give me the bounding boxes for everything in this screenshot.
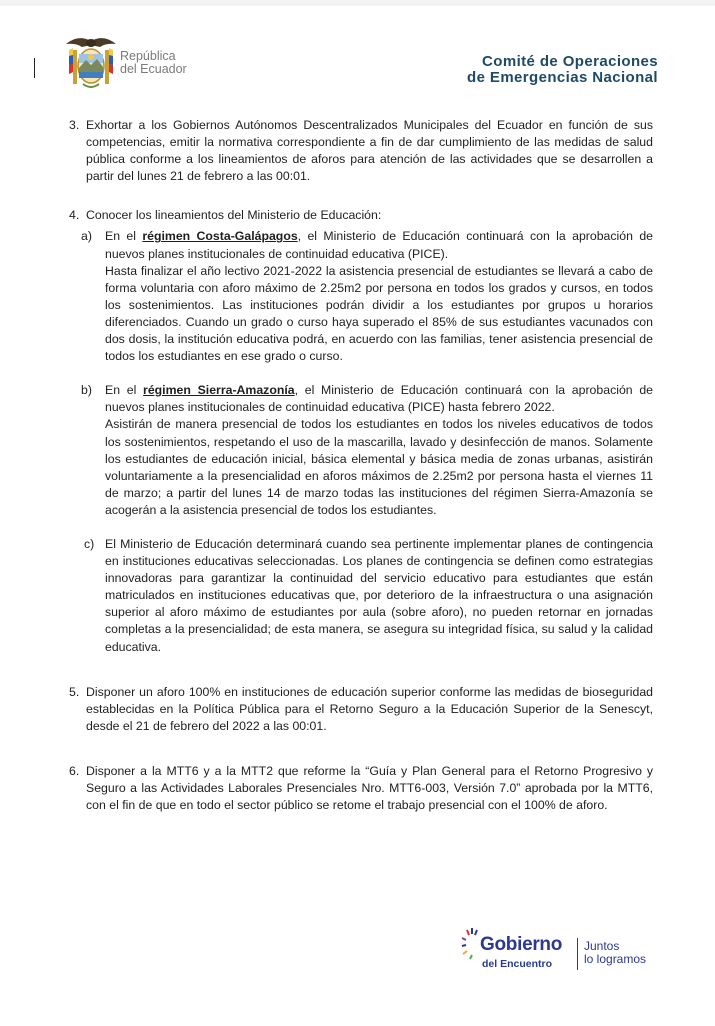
republic-label bbox=[120, 50, 187, 76]
republic-line2: del Ecuador bbox=[120, 62, 187, 76]
government-logo bbox=[460, 924, 670, 984]
item-number: 4. bbox=[69, 208, 80, 223]
item-text: Disponer un aforo 100% en instituciones de educación superior conforme las medidas de bioseguridad establecidas en la Política Pública para el Retorno Seguro a la Educación Superior de la Senescyt, desde el 21 de febrero del 2022 a las 00:01. bbox=[86, 684, 653, 733]
item-text: Disponer a la MTT6 y a la MTT2 que reforme la “Guía y Plan General para el Retorno Progresivo y Seguro a las Actividades Laborales Presenciales Nro. MTT6-003, Versión 7.0” aprobada por la MTT6, con el fin de que en todo el sector público se retome el trabajo presencial con el 100% de aforo. bbox=[86, 763, 653, 813]
sub-item-para1 bbox=[105, 228, 653, 262]
government-subtitle: del Encuentro bbox=[482, 958, 553, 970]
text-span: , el Ministerio de Educación continuará con la aprobación de nuevos planes institucionales de continuidad educativa (PICE) hasta febrero 2022. bbox=[105, 383, 654, 415]
committee-line2: de Emergencias Nacional bbox=[467, 69, 658, 86]
committee-line1: Comité de Operaciones bbox=[482, 53, 658, 70]
item-number: 5. bbox=[69, 684, 80, 699]
committee-title bbox=[467, 54, 658, 86]
slogan-line2: lo logramos bbox=[584, 952, 647, 966]
ecuador-coat-of-arms-icon bbox=[64, 32, 118, 92]
slogan-line1: Juntos bbox=[584, 939, 620, 953]
list-item-3 bbox=[69, 117, 653, 185]
sub-item-b bbox=[69, 382, 653, 519]
government-slogan bbox=[584, 940, 646, 966]
sub-item-text: El Ministerio de Educación determinará cuando sea pertinente implementar planes de contingencia en instituciones educativas seleccionadas. Los planes de contingencia se definen como estrategias innovadoras para garantizar la continuidad del servicio educativo para estudiantes que están matriculados en instituciones educativas que, por deterioro de la infraestructura o una asignación superior al aforo máximo de estudiantes por aula (sobre aforo), no pueden retornar en jornadas completas a la presencialidad; de esta manera, se asegura su integridad física, su salud y la calidad educativa. bbox=[105, 536, 653, 654]
item-text: Exhortar a los Gobiernos Autónomos Descentralizados Municipales del Ecuador en función de sus competencias, emitir la normativa correspondiente a fin de dar cumplimiento de las medidas de salud pública conforme a los lineamientos de aforos para atención de las actividades que se desarrollen a partir del lunes 21 de febrero a las 00:01. bbox=[86, 118, 653, 184]
sub-item-para2: Hasta finalizar el año lectivo 2021-2022 la asistencia presencial de estudiantes se llevará a cabo de forma voluntaria con aforo máximo de 2.25m2 por persona en todos los grados y cursos, en todos los sostenimientos. Las instituciones podrán dividir a los estudiantes por grupos u horarios diferenciados. Cuando un grado o curso haya superado el 85% de sus estudiantes vacunados con dos dosis, la institución educativa podrá, en acuerdo con las familias, tener asistencia presencial de todos los estudiantes en ese grado o curso. bbox=[105, 263, 653, 364]
gobierno-del-encuentro-logo-icon bbox=[460, 924, 480, 974]
logo-divider bbox=[577, 938, 578, 970]
sub-item-letter: a) bbox=[81, 229, 92, 244]
text-span: En el bbox=[105, 229, 143, 244]
sub-item-c bbox=[69, 536, 653, 656]
government-title: Gobierno bbox=[480, 934, 563, 955]
list-item-5 bbox=[69, 684, 653, 735]
sub-item-para1 bbox=[105, 382, 653, 416]
sub-item-letter: c) bbox=[84, 536, 95, 551]
regime-name: régimen Sierra-Amazonía bbox=[143, 383, 295, 398]
item-number: 6. bbox=[69, 763, 80, 778]
text-span: , el Ministerio de Educación continuará con la aprobación de nuevos planes institucionales de continuidad educativa (PICE). bbox=[105, 229, 653, 261]
sub-item-a bbox=[69, 228, 653, 365]
item-number: 3. bbox=[69, 118, 80, 132]
list-item-4 bbox=[69, 207, 653, 224]
text-span: En el bbox=[105, 383, 144, 398]
republic-line1: República bbox=[120, 49, 176, 63]
sub-item-para2: Asistirán de manera presencial de todos los estudiantes en todos los niveles educativos de todos los sostenimientos, respetando el uso de la mascarilla, lavado y desinfección de manos. Solamente los estudiantes de educación inicial, básica elemental y básica media de zonas urbanas, asistirán voluntariamente a la presencialidad en aforos máximos de 2.25m2 por persona hasta el viernes 11 de marzo; a partir del lunes 14 de marzo todas las instituciones del régimen Sierra-Amazonía se acogerán a la asistencia presencial de todos los estudiantes. bbox=[105, 417, 653, 517]
sub-item-letter: b) bbox=[81, 383, 92, 398]
text-cursor bbox=[34, 58, 35, 78]
document-body bbox=[69, 117, 653, 814]
document-page bbox=[0, 6, 715, 1026]
list-item-6 bbox=[69, 763, 653, 814]
item-text: Conocer los lineamientos del Ministerio de Educación: bbox=[86, 208, 382, 223]
regime-name: régimen Costa-Galápagos bbox=[142, 229, 298, 244]
